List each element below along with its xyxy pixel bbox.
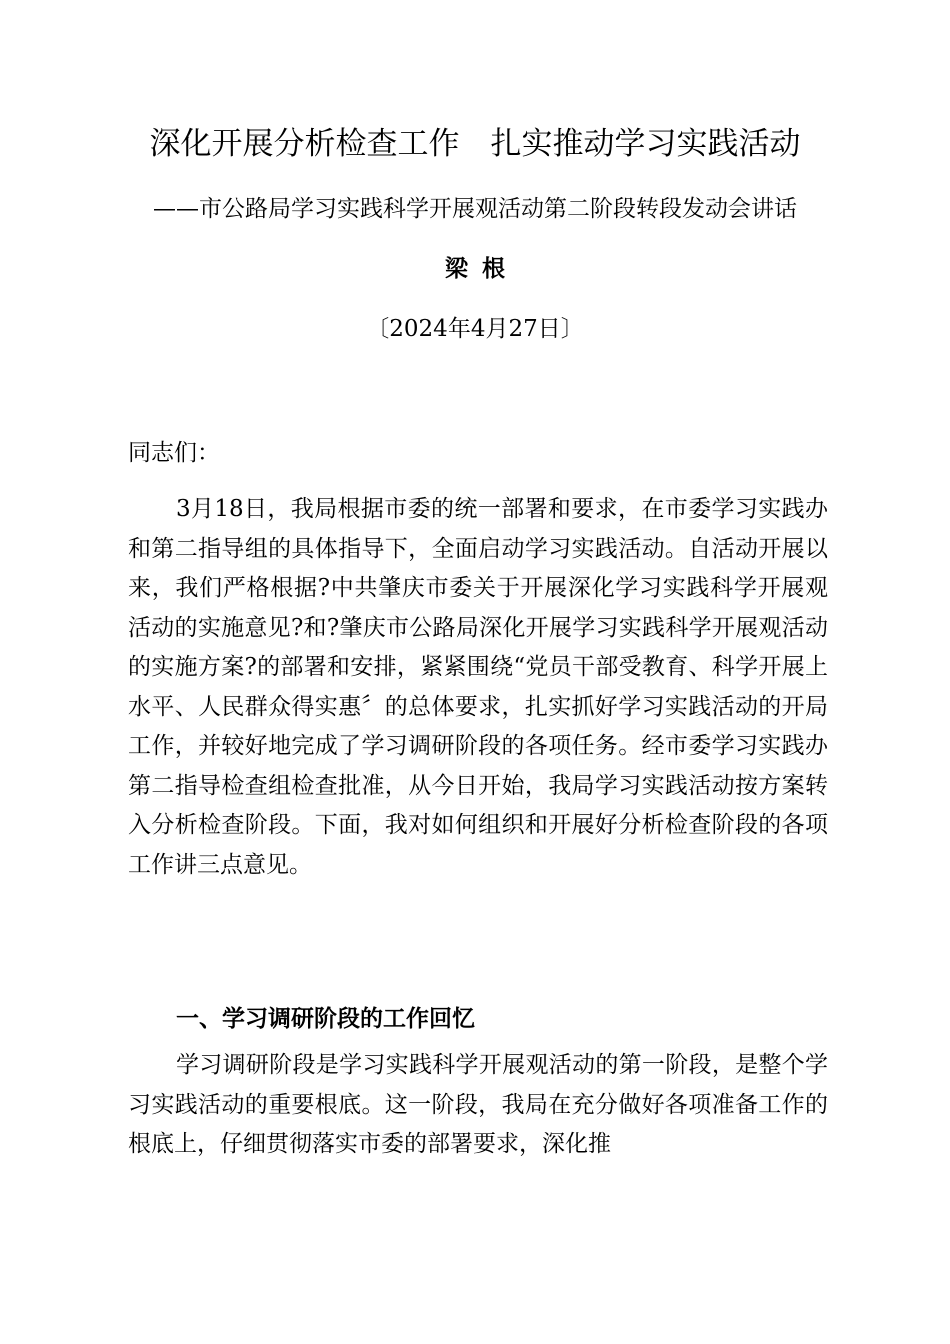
body-paragraph-2: 学习调研阶段是学习实践科学开展观活动的第一阶段，是整个学习实践活动的重要根底。这一阶段，我局在充分做好各项准备工作的根底上，仔细贯彻落实市委的部署要求，深化推 (128, 1052, 828, 1157)
speech-date: 〔2024年4月27日〕 (366, 316, 584, 342)
body-paragraph-1: 3月18日，我局根据市委的统一部署和要求，在市委学习实践办和第二指导组的具体指导下，全面启动学习实践活动。自活动开展以来，我们严格根据?中共肇庆市委关于开展深化学习实践科学开展观活动的实施意见?和?肇庆市公路局深化开展学习实践科学开展观活动的实施方案?的部署和安排，紧紧围绕“党员干部受教育、科学开展上水平、人民群众得实惠〞的总体要求，扎实抓好学习实践活动的开局工作，并较好地完成了学习调研阶段的各项任务。经市委学习实践办第二指导检查组检查批准，从今日开始，我局学习实践活动按方案转入分析检查阶段。下面，我对如何组织和开展好分析检查阶段的各项工作讲三点意见。 (128, 496, 828, 878)
author-name: 梁根 (445, 256, 519, 282)
salutation: 同志们： (128, 440, 220, 466)
document-title: 深化开展分析检查工作 扎实推动学习实践活动 (149, 126, 801, 162)
document-subtitle: ——市公路局学习实践科学开展观活动第二阶段转段发动会讲话 (153, 196, 797, 222)
section-heading-1: 一、学习调研阶段的工作回忆 (176, 1006, 475, 1032)
